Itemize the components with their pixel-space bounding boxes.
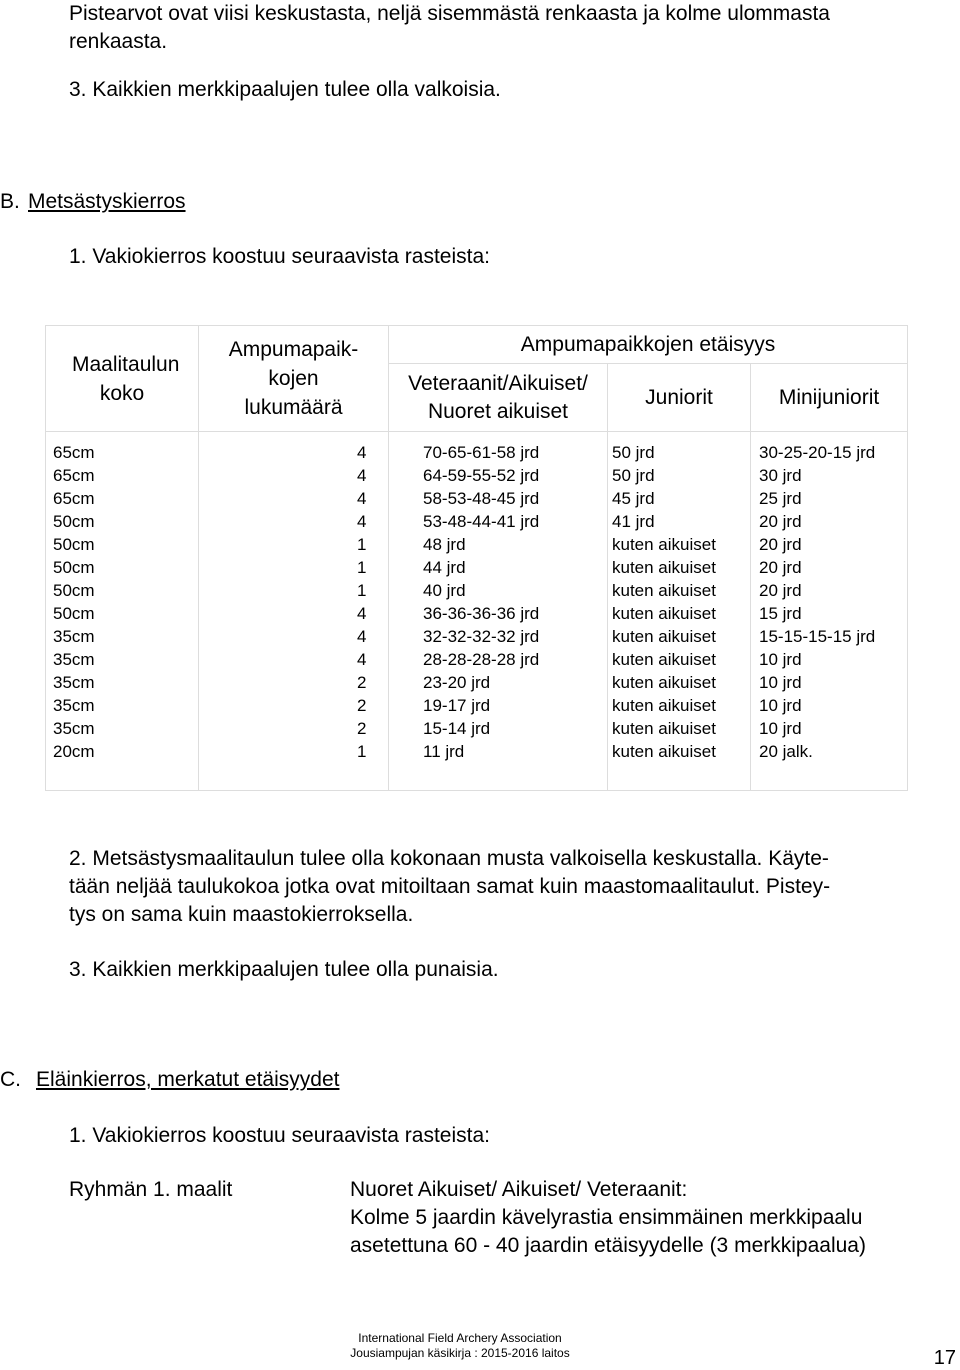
minijunior-distance-cell: 20 jrd — [759, 535, 802, 554]
header-adults-line-2: Nuoret aikuiset — [427, 399, 569, 423]
adult-distance-cell: 58-53-48-45 jrd — [423, 489, 540, 508]
junior-distance-cell: kuten aikuiset — [612, 604, 716, 623]
section-b-item-1: 1. Vakiokierros koostuu seuraavista rasteista: — [69, 245, 490, 268]
minijunior-distance-cell: 20 jrd — [759, 581, 802, 600]
group-line-1: Nuoret Aikuiset/ Aikuiset/ Veteraanit: — [350, 1178, 688, 1201]
paragraph-2-line-2: tään neljää taulukokoa jotka ovat mitoiltaan samat kuin maastomaalitaulut. Pistey- — [69, 875, 831, 898]
header-adults-line-1: Veteraanit/Aikuiset/ — [408, 371, 588, 395]
intro-line-2: renkaasta. — [69, 30, 168, 53]
group-label: Ryhmän 1. maalit — [69, 1178, 233, 1201]
section-c-title: Eläinkierros, merkatut etäisyydet — [36, 1068, 340, 1091]
adult-distance-cell: 53-48-44-41 jrd — [423, 512, 540, 531]
station-count-cell: 1 — [357, 581, 367, 600]
station-count-cell: 1 — [357, 535, 367, 554]
station-count-cell: 4 — [357, 489, 367, 508]
target-size-cell: 50cm — [53, 558, 95, 577]
minijunior-distance-cell: 20 jalk. — [759, 742, 813, 761]
page-number: 17 — [933, 1347, 956, 1369]
header-juniors: Juniorit — [608, 364, 751, 432]
target-size-cell: 20cm — [53, 742, 95, 761]
target-size-cell: 35cm — [53, 627, 95, 646]
header-adults — [389, 364, 608, 432]
target-size-cell: 50cm — [53, 581, 95, 600]
column-minijunior-distances — [751, 432, 907, 763]
column-adult-distances — [389, 432, 607, 763]
paragraph-2-line-3: tys on sama kuin maastokierroksella. — [69, 903, 414, 926]
station-count-cell: 4 — [357, 627, 367, 646]
station-count-cell: 2 — [357, 719, 367, 738]
group-line-2: Kolme 5 jaardin kävelyrastia ensimmäinen merkkipaalu — [350, 1206, 863, 1229]
adult-distance-cell: 48 jrd — [423, 535, 466, 554]
junior-distance-cell: kuten aikuiset — [612, 650, 716, 669]
junior-distance-cell: 45 jrd — [612, 489, 655, 508]
header-count-line-1: Ampumapaik- — [228, 338, 359, 361]
station-count-cell: 4 — [357, 604, 367, 623]
adult-distance-cell: 70-65-61-58 jrd — [423, 443, 540, 462]
minijunior-distance-cell: 20 jrd — [759, 558, 802, 577]
station-count-cell: 4 — [357, 443, 367, 462]
target-size-cell: 35cm — [53, 696, 95, 715]
junior-distance-cell: kuten aikuiset — [612, 742, 716, 761]
target-size-cell: 35cm — [53, 719, 95, 738]
minijunior-distance-cell: 10 jrd — [759, 696, 802, 715]
target-size-cell: 35cm — [53, 650, 95, 669]
header-count-line-3: lukumäärä — [244, 396, 343, 419]
group-line-3: asetettuna 60 - 40 jaardin etäisyydelle (3 merkkipaalua) — [350, 1234, 866, 1257]
target-size-cell: 65cm — [53, 466, 95, 485]
distance-table — [45, 325, 908, 791]
junior-distance-cell: kuten aikuiset — [612, 535, 716, 554]
adult-distance-cell: 11 jrd — [423, 742, 465, 761]
minijunior-distance-cell: 30 jrd — [759, 466, 802, 485]
station-count-cell: 4 — [357, 650, 367, 669]
adult-distance-cell: 64-59-55-52 jrd — [423, 466, 540, 485]
junior-distance-cell: 50 jrd — [612, 443, 655, 462]
target-size-cell: 50cm — [53, 512, 95, 531]
adult-distance-cell: 36-36-36-36 jrd — [423, 604, 540, 623]
header-distances: Ampumapaikkojen etäisyys — [389, 326, 908, 364]
footer-org: International Field Archery Association — [358, 1331, 562, 1345]
station-count-cell: 1 — [357, 742, 367, 761]
target-size-cell: 50cm — [53, 604, 95, 623]
minijunior-distance-cell: 15 jrd — [759, 604, 802, 623]
column-station-counts — [199, 432, 388, 763]
adult-distance-cell: 23-20 jrd — [423, 673, 491, 692]
target-size-cell: 50cm — [53, 535, 95, 554]
paragraph-2-line-1: 2. Metsästysmaalitaulun tulee olla kokonaan musta valkoisella keskustalla. Käyte- — [69, 847, 829, 870]
section-b-title: Metsästyskierros — [28, 190, 186, 213]
junior-distance-cell: kuten aikuiset — [612, 696, 716, 715]
column-target-sizes — [46, 432, 198, 763]
column-junior-distances — [608, 432, 750, 763]
header-target-size: Maalitaulun koko — [46, 326, 199, 432]
paragraph-3: 3. Kaikkien merkkipaalujen tulee olla punaisia. — [69, 958, 499, 981]
target-size-cell: 65cm — [53, 489, 95, 508]
header-minijuniors: Minijuniorit — [751, 364, 908, 432]
minijunior-distance-cell: 10 jrd — [759, 650, 802, 669]
station-count-cell: 4 — [357, 466, 367, 485]
station-count-cell: 4 — [357, 512, 367, 531]
minijunior-distance-cell: 10 jrd — [759, 673, 802, 692]
station-count-cell: 2 — [357, 673, 367, 692]
junior-distance-cell: kuten aikuiset — [612, 558, 716, 577]
adult-distance-cell: 19-17 jrd — [423, 696, 491, 715]
junior-distance-cell: kuten aikuiset — [612, 581, 716, 600]
adult-distance-cell: 40 jrd — [423, 581, 466, 600]
section-c-label: C. — [0, 1068, 21, 1091]
target-size-cell: 35cm — [53, 673, 95, 692]
minijunior-distance-cell: 30-25-20-15 jrd — [759, 443, 876, 462]
station-count-cell: 1 — [357, 558, 367, 577]
intro-item-3: 3. Kaikkien merkkipaalujen tulee olla valkoisia. — [69, 78, 501, 101]
junior-distance-cell: kuten aikuiset — [612, 719, 716, 738]
target-size-cell: 65cm — [53, 443, 95, 462]
header-count-line-2: kojen — [268, 367, 319, 390]
minijunior-distance-cell: 10 jrd — [759, 719, 802, 738]
minijunior-distance-cell: 20 jrd — [759, 512, 802, 531]
station-count-cell: 2 — [357, 696, 367, 715]
junior-distance-cell: 50 jrd — [612, 466, 655, 485]
intro-line-1: Pistearvot ovat viisi keskustasta, neljä sisemmästä renkaasta ja kolme ulommasta — [69, 2, 830, 25]
section-b-label: B. — [0, 190, 20, 213]
adult-distance-cell: 32-32-32-32 jrd — [423, 627, 540, 646]
minijunior-distance-cell: 15-15-15-15 jrd — [759, 627, 876, 646]
adult-distance-cell: 44 jrd — [423, 558, 466, 577]
section-c-item-1: 1. Vakiokierros koostuu seuraavista rasteista: — [69, 1124, 490, 1147]
minijunior-distance-cell: 25 jrd — [759, 489, 802, 508]
junior-distance-cell: 41 jrd — [612, 512, 655, 531]
adult-distance-cell: 28-28-28-28 jrd — [423, 650, 540, 669]
header-station-count — [199, 326, 389, 432]
adult-distance-cell: 15-14 jrd — [423, 719, 491, 738]
junior-distance-cell: kuten aikuiset — [612, 673, 716, 692]
junior-distance-cell: kuten aikuiset — [612, 627, 716, 646]
footer-book: Jousiampujan käsikirja : 2015-2016 laitos — [350, 1346, 570, 1360]
